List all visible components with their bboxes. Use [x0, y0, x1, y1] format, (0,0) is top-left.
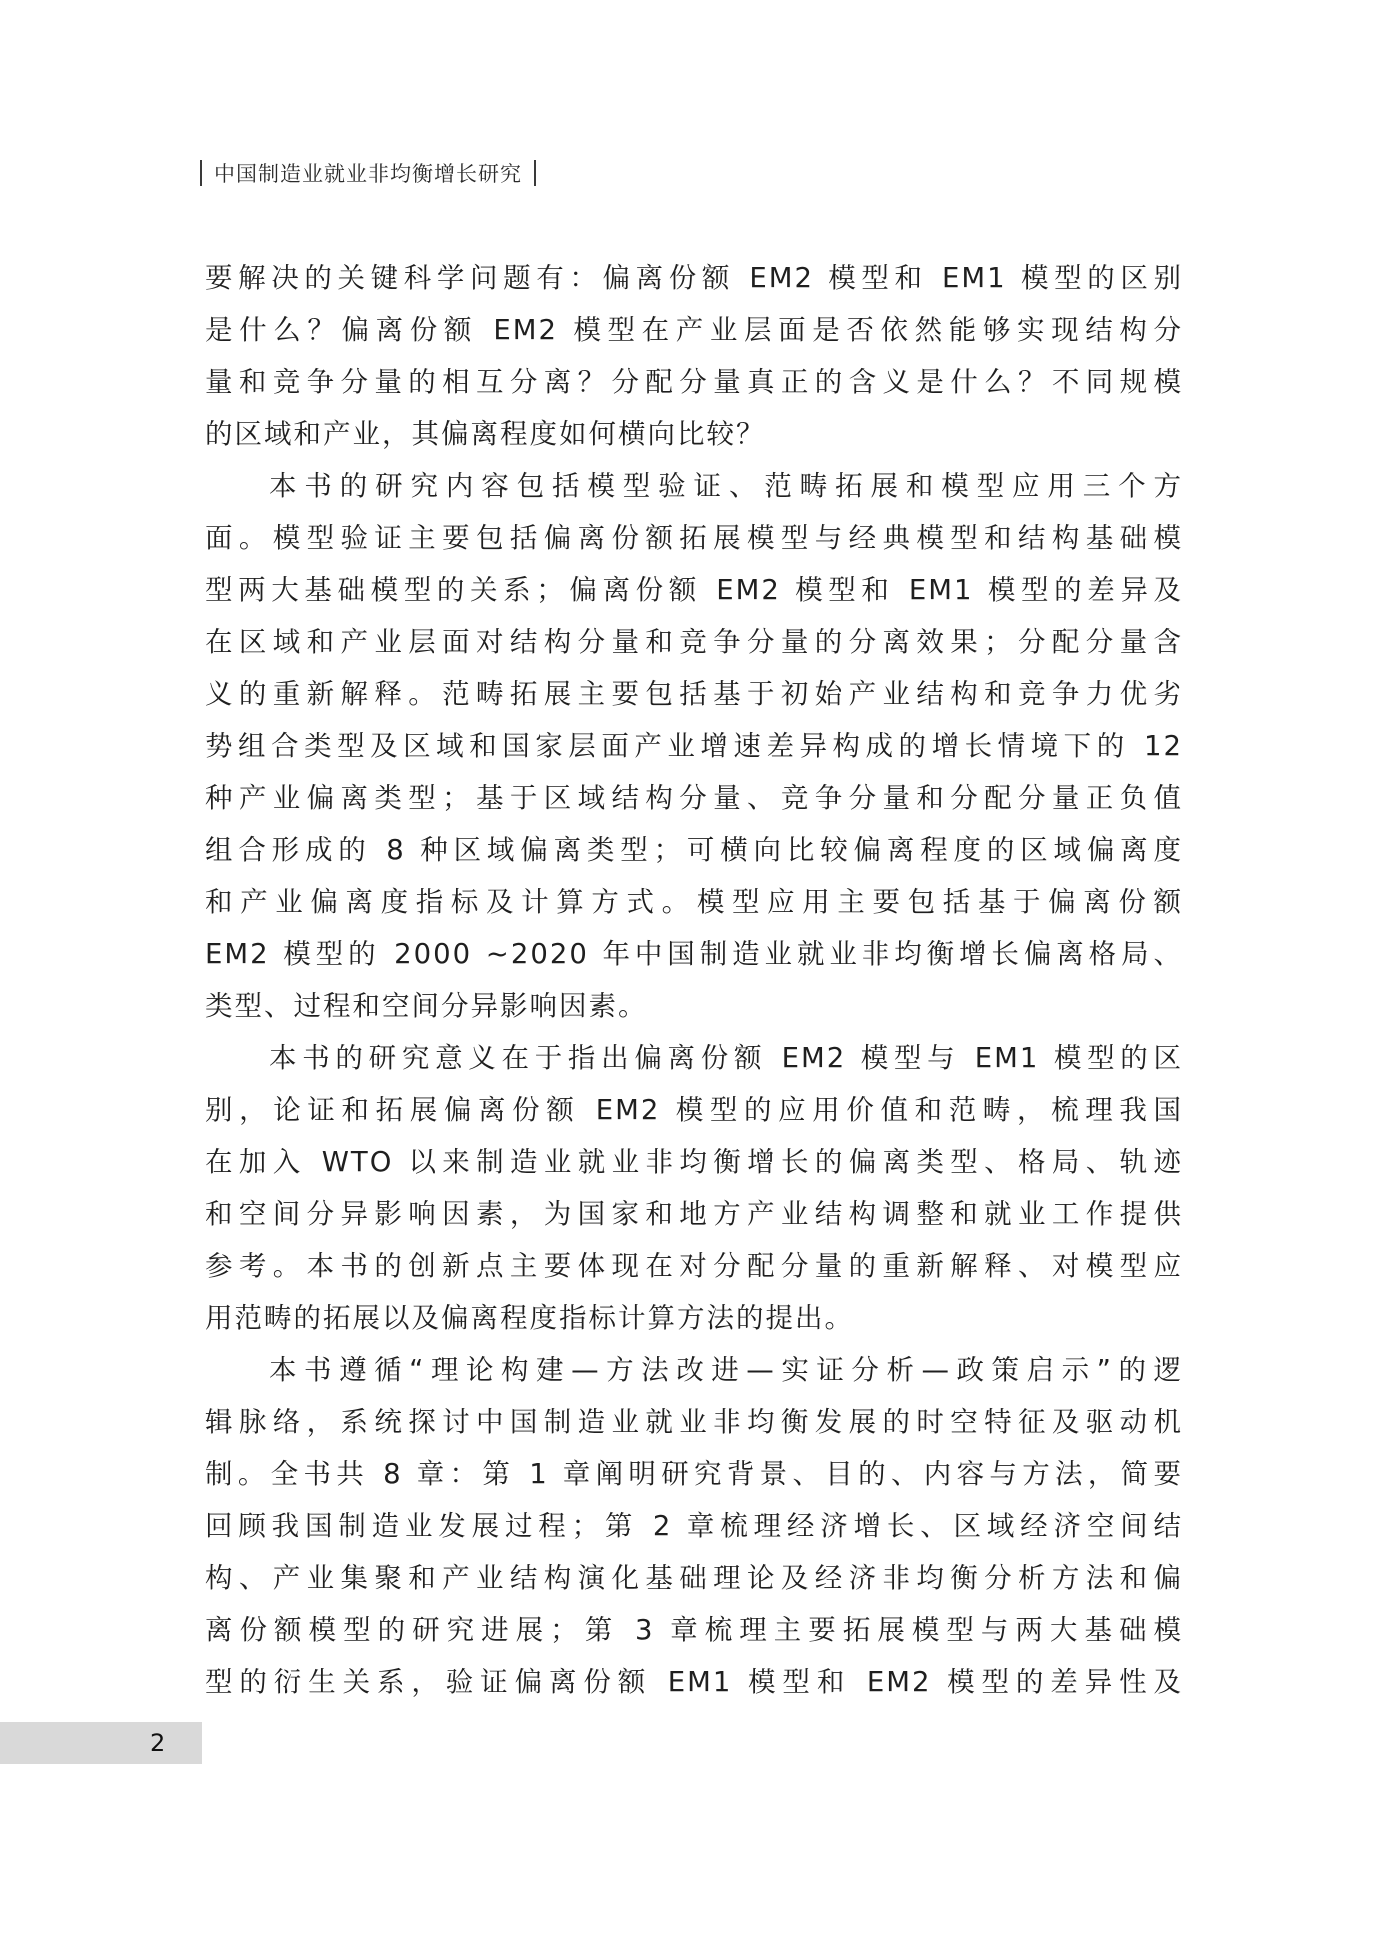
text-line: 型两大基础模型的关系；偏离份额 EM2 模型和 EM1 模型的差异及 — [205, 574, 1183, 606]
text-line: 量和竞争分量的相互分离？分配分量真正的含义是什么？不同规模 — [205, 366, 1183, 398]
text-line: 别，论证和拓展偏离份额 EM2 模型的应用价值和范畴，梳理我国 — [205, 1094, 1183, 1126]
text-line: 参考。本书的创新点主要体现在对分配分量的重新解释、对模型应 — [205, 1250, 1183, 1282]
text-line: 制。全书共 8 章：第 1 章阐明研究背景、目的、内容与方法，简要 — [205, 1458, 1183, 1490]
text-line: 种产业偏离类型；基于区域结构分量、竞争分量和分配分量正负值 — [205, 782, 1183, 814]
text-line: 在加入 WTO 以来制造业就业非均衡增长的偏离类型、格局、轨迹 — [205, 1146, 1183, 1178]
text-line: 用范畴的拓展以及偏离程度指标计算方法的提出。 — [205, 1302, 854, 1334]
header-right-rule — [534, 160, 536, 186]
text-line: 本书的研究意义在于指出偏离份额 EM2 模型与 EM1 模型的区 — [269, 1042, 1183, 1074]
text-line: 构、产业集聚和产业结构演化基础理论及经济非均衡分析方法和偏 — [205, 1562, 1183, 1594]
text-line: 组合形成的 8 种区域偏离类型；可横向比较偏离程度的区域偏离度 — [205, 834, 1183, 866]
text-line: 义的重新解释。范畴拓展主要包括基于初始产业结构和竞争力优劣 — [205, 678, 1183, 710]
text-line: EM2 模型的 2000 ~2020 年中国制造业就业非均衡增长偏离格局、 — [205, 938, 1183, 970]
text-line: 和空间分异影响因素，为国家和地方产业结构调整和就业工作提供 — [205, 1198, 1183, 1230]
text-line: 本书遵循“理论构建—方法改进—实证分析—政策启示”的逻 — [269, 1354, 1183, 1386]
text-line: 面。模型验证主要包括偏离份额拓展模型与经典模型和结构基础模 — [205, 522, 1183, 554]
text-line: 类型、过程和空间分异影响因素。 — [205, 990, 648, 1022]
text-line: 和产业偏离度指标及计算方式。模型应用主要包括基于偏离份额 — [205, 886, 1183, 918]
text-line: 本书的研究内容包括模型验证、范畴拓展和模型应用三个方 — [269, 470, 1183, 502]
text-line: 离份额模型的研究进展；第 3 章梳理主要拓展模型与两大基础模 — [205, 1614, 1183, 1646]
text-line: 辑脉络，系统探讨中国制造业就业非均衡发展的时空特征及驱动机 — [205, 1406, 1183, 1438]
text-line: 是什么？偏离份额 EM2 模型在产业层面是否依然能够实现结构分 — [205, 314, 1183, 346]
header-title: 中国制造业就业非均衡增长研究 — [214, 162, 522, 186]
running-header — [200, 158, 536, 188]
text-line: 在区域和产业层面对结构分量和竞争分量的分离效果；分配分量含 — [205, 626, 1183, 658]
text-line: 的区域和产业，其偏离程度如何横向比较？ — [205, 418, 766, 450]
page-number-band — [0, 1722, 202, 1764]
page-number: 2 — [150, 1729, 166, 1757]
text-line: 要解决的关键科学问题有：偏离份额 EM2 模型和 EM1 模型的区别 — [205, 262, 1183, 294]
body-text — [205, 252, 1183, 1708]
text-line: 回顾我国制造业发展过程；第 2 章梳理经济增长、区域经济空间结 — [205, 1510, 1183, 1542]
text-line: 型的衍生关系，验证偏离份额 EM1 模型和 EM2 模型的差异性及 — [205, 1666, 1183, 1698]
text-line: 势组合类型及区域和国家层面产业增速差异构成的增长情境下的 12 — [205, 730, 1183, 762]
